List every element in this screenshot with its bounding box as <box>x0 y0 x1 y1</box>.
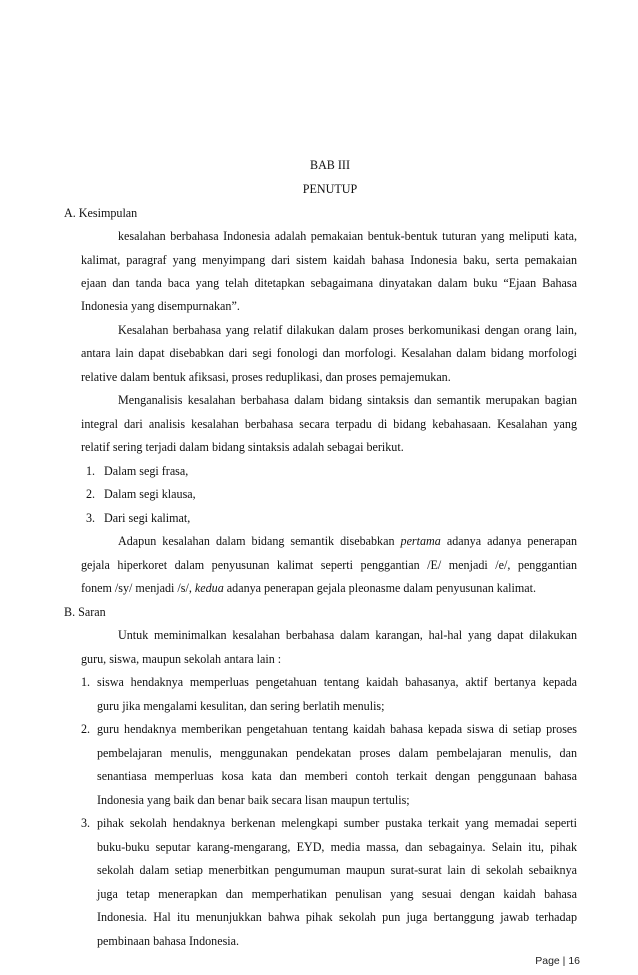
page-number: Page | 16 <box>535 955 580 967</box>
list-item-line: guru hendaknya memberikan pengetahuan tentang kaidah bahasa kepada siswa di setiap proses <box>97 722 577 736</box>
paragraph-line: guru, siswa, maupun sekolah antara lain : <box>81 652 282 666</box>
paragraph-line: Kesalahan berbahasa yang relatif dilakukan dalam proses berkomunikasi dengan orang lain, <box>118 323 577 337</box>
emphasis-kedua: kedua <box>194 581 224 595</box>
paragraph-line: Untuk meminimalkan kesalahan berbahasa dalam karangan, hal-hal yang dapat dilakukan <box>118 628 577 642</box>
list-item-line: pembelajaran menulis, menggunakan pendekatan proses dalam pembelajaran menulis, dan <box>97 746 577 760</box>
list-item: Dalam segi frasa, <box>104 464 189 478</box>
section-heading-kesimpulan: A. Kesimpulan <box>64 206 138 220</box>
list-item: Dalam segi klausa, <box>104 487 196 501</box>
list-item: Dari segi kalimat, <box>104 511 191 525</box>
paragraph-line: ejaan dan tanda baca yang telah ditetapkan sebagaimana dinyatakan dalam buku “Ejaan Bahasa <box>81 276 577 290</box>
list-item-line: guru jika mengalami kesulitan, dan sering berlatih menulis; <box>97 699 385 713</box>
paragraph-line: relative dalam bentuk afiksasi, proses reduplikasi, dan proses pemajemukan. <box>81 370 451 384</box>
chapter-label: BAB III <box>310 158 350 172</box>
section-heading-saran: B. Saran <box>64 605 106 619</box>
paragraph-line: kesalahan berbahasa Indonesia adalah pemakaian bentuk-bentuk tuturan yang meliputi kata, <box>118 229 577 243</box>
paragraph-line: fonem /sy/ menjadi /s/, kedua adanya penerapan gejala pleonasme dalam penyusunan kalimat. <box>81 581 537 595</box>
list-item-line: senantiasa memperluas kosa kata dan memberi contoh terkait dengan penggunaan bahasa <box>97 769 577 783</box>
list-item-number: 3. <box>86 511 96 525</box>
list-item-line: juga tetap menerapkan dan memperhatikan penulisan yang sesuai dengan kaidah bahasa <box>97 887 577 901</box>
list-item-line: Indonesia yang baik dan benar baik secara lisan maupun tertulis; <box>97 793 410 807</box>
list-item-line: siswa hendaknya memperluas pengetahuan tentang kaidah bahasanya, aktif bertanya kepada <box>97 675 577 689</box>
emphasis-pertama: pertama <box>400 534 441 548</box>
list-item-line: pembinaan bahasa Indonesia. <box>97 934 240 948</box>
chapter-title: PENUTUP <box>302 182 358 196</box>
list-item-number: 3. <box>81 816 91 830</box>
list-item-line: buku-buku seputar karang-mengarang, EYD, media massa, dan sebagainya. Selain itu, pihak <box>97 840 577 854</box>
list-item-number: 1. <box>86 464 96 478</box>
list-item-line: Indonesia. Hal itu menunjukkan bahwa pihak sekolah pun juga bertanggung jawab terhadap <box>97 910 577 924</box>
paragraph-line: Menganalisis kesalahan berbahasa dalam bidang sintaksis dan semantik merupakan bagian <box>118 393 577 407</box>
paragraph-line: antara lain dapat disebabkan dari segi fonologi dan morfologi. Kesalahan dalam bidang morfologi <box>81 346 577 360</box>
paragraph-line: integral dari analisis kesalahan berbahasa secara terpadu di bidang kebahasaan. Kesalahan yang <box>81 417 577 431</box>
paragraph-line: gejala hiperkoret dalam penyusunan kalimat seperti penggantian /E/ menjadi /e/, penggantian <box>81 558 577 572</box>
paragraph-line: Adapun kesalahan dalam bidang semantik disebabkan pertama adanya adanya penerapan <box>118 534 578 548</box>
list-item-line: sekolah dalam setiap menerbitkan pengumuman maupun surat-surat lain di sekolah sebaiknya <box>97 863 577 877</box>
list-item-number: 2. <box>86 487 96 501</box>
paragraph-line: relatif sering terjadi dalam bidang sintaksis adalah sebagai berikut. <box>81 440 404 454</box>
list-item-number: 1. <box>81 675 91 689</box>
list-item-line: pihak sekolah hendaknya berkenan melengkapi sumber pustaka terkait yang memadai seperti <box>97 816 577 830</box>
paragraph-line: kalimat, paragraf yang menyimpang dari sistem kaidah bahasa Indonesia baku, serta pemakaian <box>81 253 577 267</box>
paragraph-line: Indonesia yang disempurnakan”. <box>81 299 240 313</box>
list-item-number: 2. <box>81 722 91 736</box>
